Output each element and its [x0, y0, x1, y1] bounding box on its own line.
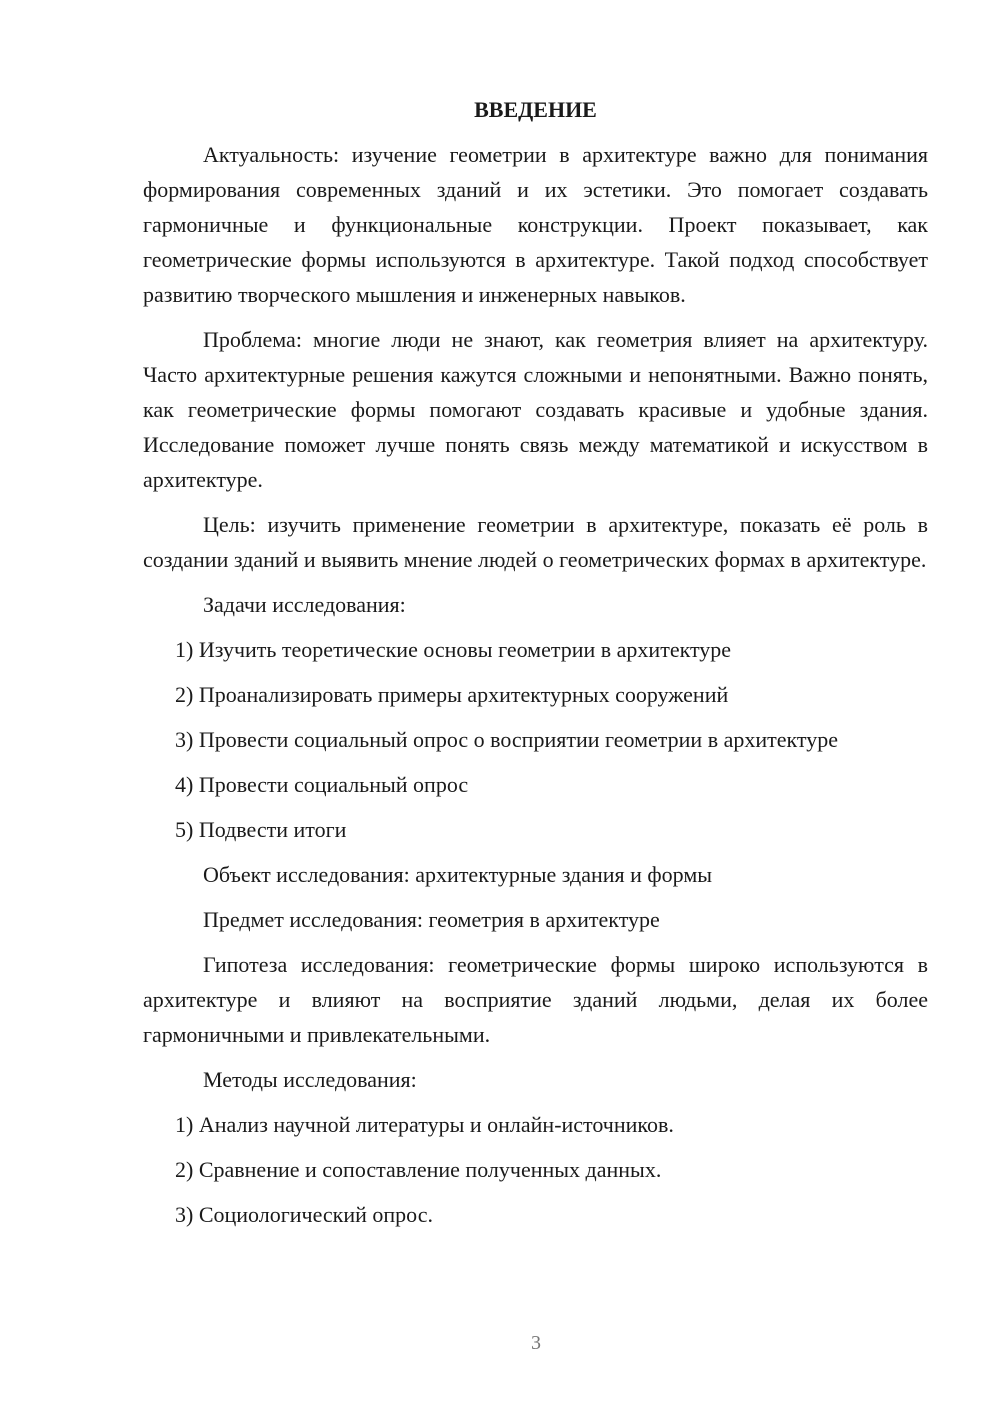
list-item: 4) Провести социальный опрос	[175, 772, 469, 797]
list-item: 1) Изучить теоретические основы геометрии в архитектуре	[175, 637, 732, 662]
page-number: 3	[531, 1332, 541, 1354]
relevance-paragraph: Актуальность: изучение геометрии в архитектуре важно для понимания формирования современных зданий и их эстетики. Это помогает создавать гармоничные и функциональные конструкции. Проект показывает, как геометрические формы используются в архитектуре. Такой подход способствует развитию творческого мышления и инженерных навыков.	[143, 142, 928, 307]
page-title: ВВЕДЕНИЕ	[474, 97, 597, 122]
methods-heading: Методы исследования:	[203, 1067, 417, 1092]
document-page	[143, 92, 928, 1242]
subject-line: Предмет исследования: геометрия в архитектуре	[203, 907, 660, 932]
list-item: 2) Сравнение и сопоставление полученных данных.	[175, 1157, 662, 1182]
tasks-heading: Задачи исследования:	[203, 592, 406, 617]
goal-paragraph: Цель: изучить применение геометрии в архитектуре, показать её роль в создании зданий и выявить мнение людей о геометрических формах в архитектуре.	[143, 512, 928, 572]
list-item: 5) Подвести итоги	[175, 817, 347, 842]
list-item: 3) Провести социальный опрос о восприятии геометрии в архитектуре	[175, 727, 838, 752]
methods-list	[143, 1107, 928, 1232]
list-item: 2) Проанализировать примеры архитектурных сооружений	[175, 682, 729, 707]
hypothesis-paragraph: Гипотеза исследования: геометрические формы широко используются в архитектуре и влияют на восприятие зданий людьми, делая их более гармоничными и привлекательными.	[143, 952, 928, 1047]
object-line: Объект исследования: архитектурные здания и формы	[203, 862, 713, 887]
list-item: 1) Анализ научной литературы и онлайн-источников.	[175, 1112, 674, 1137]
list-item: 3) Социологический опрос.	[175, 1202, 433, 1227]
tasks-list	[143, 632, 928, 847]
problem-paragraph: Проблема: многие люди не знают, как геометрия влияет на архитектуру. Часто архитектурные решения кажутся сложными и непонятными. Важно понять, как геометрические формы помогают создавать красивые и удобные здания. Исследование поможет лучше понять связь между математикой и искусством в архитектуре.	[143, 327, 928, 492]
